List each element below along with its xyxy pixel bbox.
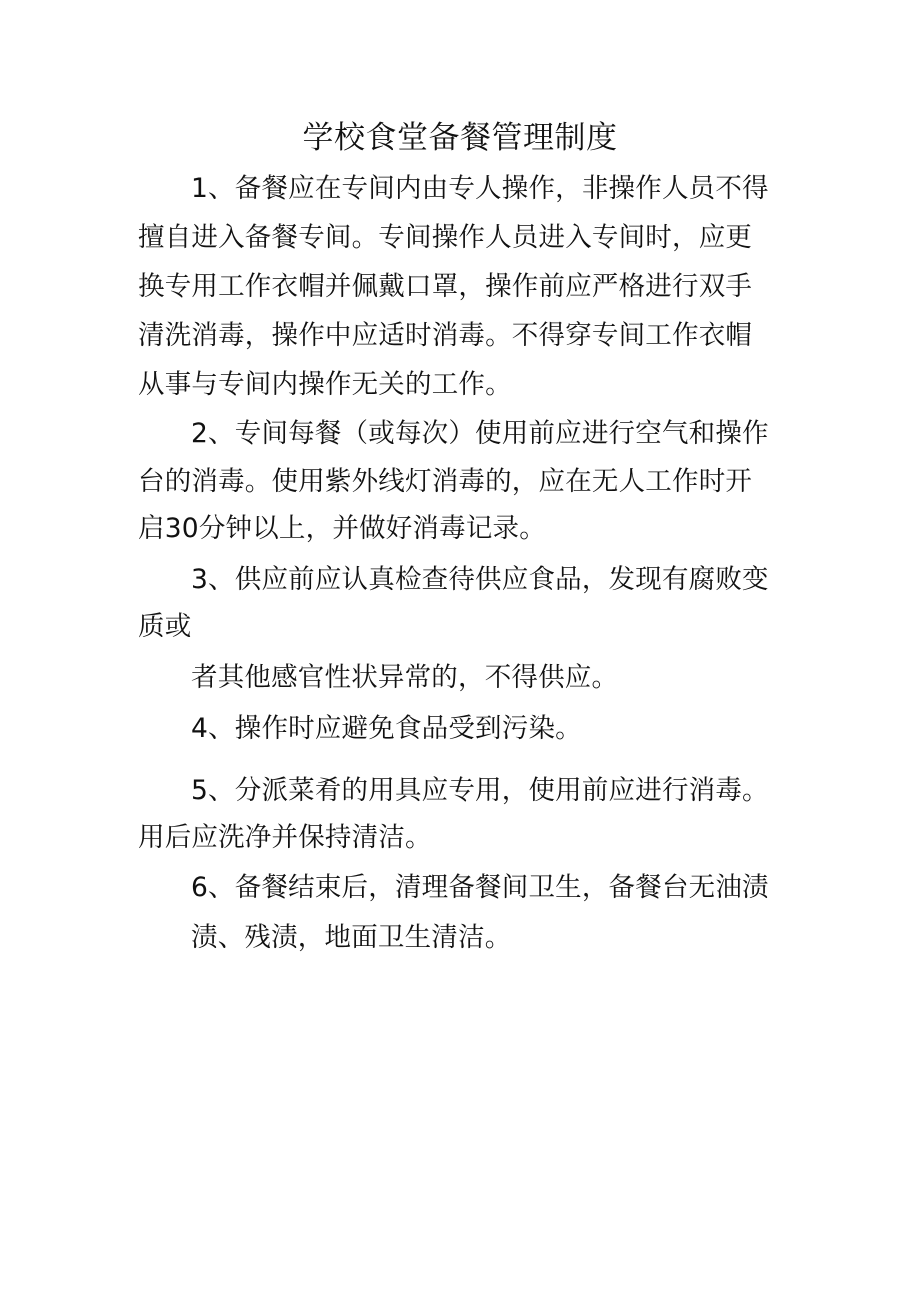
- text-line: 清洗消毒，操作中应适时消毒。不得穿专间工作衣帽: [138, 320, 753, 351]
- text-line: 6、备餐结束后，清理备餐间卫生，备餐台无油渍: [191, 872, 769, 903]
- text-line: 2、专间每餐（或每次）使用前应进行空气和操作: [191, 418, 769, 449]
- text-line: 用后应洗净并保持清洁。: [138, 822, 432, 853]
- text-line: 换专用工作衣帽并佩戴口罩，操作前应严格进行双手: [138, 271, 753, 302]
- document-title: 学校食堂备餐管理制度: [302, 120, 618, 156]
- text-line: 5、分派菜肴的用具应专用，使用前应进行消毒。: [191, 775, 769, 806]
- text-line: 质或: [138, 611, 192, 642]
- text-line: 4、操作时应避免食品受到污染。: [191, 713, 582, 744]
- text-line: 渍、残渍，地面卫生清洁。: [191, 922, 512, 953]
- text-line: 3、供应前应认真检查待供应食品，发现有腐败变: [191, 564, 769, 595]
- text-line: 从事与专间内操作无关的工作。: [138, 369, 512, 400]
- text-line: 者其他感官性状异常的，不得供应。: [191, 662, 619, 693]
- text-line: 台的消毒。使用紫外线灯消毒的，应在无人工作时开: [138, 466, 753, 497]
- text-line: 1、备餐应在专间内由专人操作，非操作人员不得: [191, 173, 769, 204]
- text-line: 擅自进入备餐专间。专间操作人员进入专间时，应更: [138, 222, 753, 253]
- text-line: 启30分钟以上，并做好消毒记录。: [138, 513, 546, 544]
